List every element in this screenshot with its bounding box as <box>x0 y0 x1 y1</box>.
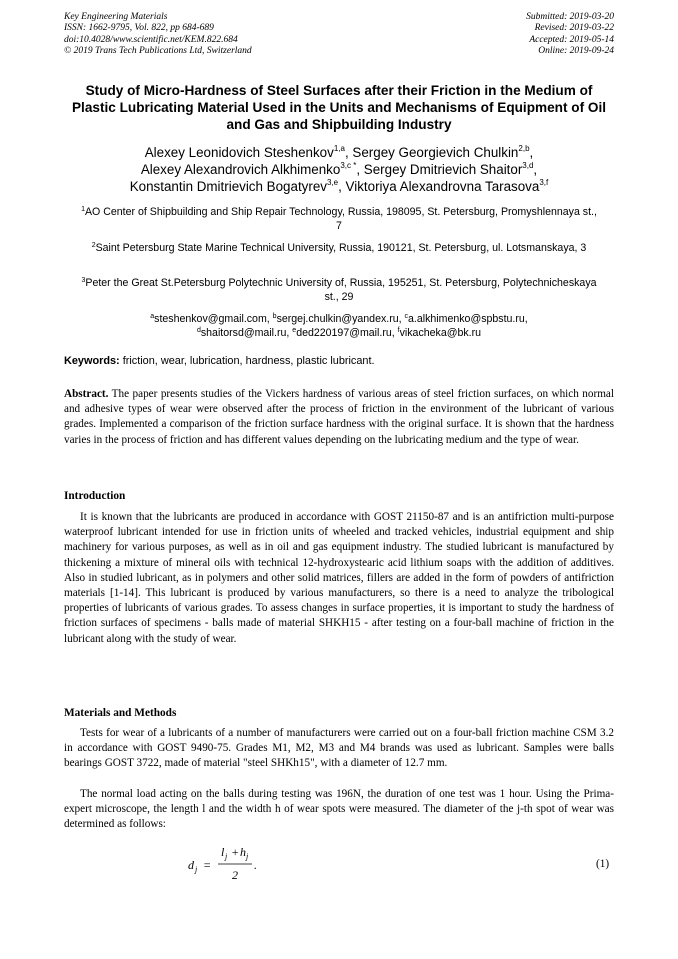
eq-num-h: h <box>240 845 246 859</box>
journal-name: Key Engineering Materials <box>64 12 168 22</box>
abstract-label: Abstract. <box>64 388 109 400</box>
journal-doi: doi:10.4028/www.scientific.net/KEM.822.684 <box>64 34 238 45</box>
email: $^c$a.alkhimenko@spbstu.ru, <box>404 313 528 325</box>
abstract-text: The paper presents studies of the Vickers hardness of various areas of steel friction surfaces, on which normal and adhesive types of wear were observed after the process of friction in the environment of the lubricant of various grades. Implemented a comparison of the friction surface hardness with the original surface. It is shown that the hardness varies in the process of friction and has different values depending on the lubricating medium and the type of wear. <box>64 388 614 446</box>
journal-info <box>64 12 252 57</box>
author-emails <box>80 312 598 340</box>
author: Sergey Georgievich Chulkin$^{2,b}$, <box>352 144 534 160</box>
submitted-date: Submitted: 2019-03-20 <box>526 12 614 22</box>
equation-1 <box>188 844 308 886</box>
eq-lhs: d <box>188 858 194 872</box>
eq-num-l: l <box>221 845 225 859</box>
paper-title: Study of Micro-Hardness of Steel Surfaces after their Friction in the Medium of Plastic Lubricating Material Used in the Units and Mechanisms of Equipment of Oil and Gas and Shipbuilding Industry <box>71 83 606 133</box>
author-list <box>40 144 638 196</box>
author: Alexey Leonidovich Steshenkov$^{1,a}$, <box>144 144 353 160</box>
journal-issn: ISSN: 1662-9795, Vol. 822, pp 684-689 <box>64 23 214 34</box>
journal-copyright: © 2019 Trans Tech Publications Ltd, Switzerland <box>64 45 252 56</box>
email: $^b$sergej.chulkin@yandex.ru, <box>272 313 405 325</box>
affiliation: $^3$Peter the Great St.Petersburg Polytechnic University of, Russia, 195251, St. Petersburg, Polytechnicheskaya st., 29 <box>81 277 597 304</box>
author: Viktoriya Alexandrovna Tarasova$^{3,f}$ <box>345 178 549 195</box>
keywords-label: Keywords: <box>64 355 120 367</box>
author: Konstantin Dmitrievich Bogatyrev$^{3,e}$, <box>129 178 346 195</box>
author: Alexey Alexandrovich Alkhimenko$^{3,c *}$, <box>140 161 364 178</box>
email: $^f$vikacheka@bk.ru <box>397 327 482 340</box>
eq-num-l-sub: j <box>225 852 228 861</box>
affiliation: $^1$AO Center of Shipbuilding and Ship Repair Technology, Russia, 198095, St. Petersburg, Promyshlennaya st., 7 <box>81 206 597 233</box>
author: Sergey Dmitrievich Shaitor$^{3,d}$, <box>363 161 538 178</box>
equation-graphic <box>188 844 308 886</box>
online-date: Online: 2019-09-24 <box>538 45 614 56</box>
eq-num-h-sub: j <box>246 852 249 861</box>
email: $^a$steshenkov@gmail.com, <box>150 313 273 325</box>
publication-dates <box>526 12 614 57</box>
eq-equals: = <box>203 858 212 872</box>
email: $^e$ded220197@mail.ru, <box>292 327 398 340</box>
keywords-text: friction, wear, lubrication, hardness, plastic lubricant. <box>119 355 375 367</box>
email: $^d$shaitorsd@mail.ru, <box>196 327 293 340</box>
eq-plus: + <box>231 845 240 859</box>
introduction-heading: Introduction <box>64 490 126 502</box>
keywords <box>64 354 614 368</box>
methods-paragraph: The normal load acting on the balls during testing was 196N, the duration of one test was 1 hour. Using the Prima-expert microscope, the length l and the width h of wear spots were measured. The diameter of the j-th spot of wear was determined as follows: <box>64 788 614 831</box>
eq-denominator: 2 <box>232 868 238 882</box>
eq-lhs-sub: j <box>195 865 198 874</box>
methods-paragraph: Tests for wear of a lubricants of a number of manufacturers were carried out on a four-ball friction machine CSM 3.2 in accordance with GOST 9490-75. Grades M1, M2, M3 and M4 brands was used as lubricant. Samples were balls bearings GOST 3722, made of material "steel SHKh15", with a diameter of 12.7 mm. <box>64 727 614 770</box>
accepted-date: Accepted: 2019-05-14 <box>529 34 614 45</box>
abstract <box>64 387 614 448</box>
eq-period: . <box>254 858 257 872</box>
introduction-paragraph: It is known that the lubricants are produced in accordance with GOST 21150-87 and is an antifriction multi-purpose waterproof lubricant intended for use in friction units of wheeled and tracked vehicles, industrial equipment and ship machinery for various purposes, as well as in oil and gas equipment industry. The studied lubricant is manufactured by thickening a mixture of mineral oils with technical 12-hydroxystearic acid lithium soaps with the addition of additives. Also in studied lubricant, as in polymers and other solid matrices, fillers are added in the form of powders of antifriction materials [1-14]. This lubricant is produced by various manufacturers, so there is a need to analyze the tribological properties of lubricants of various grades. To assess changes in surface properties, it is important to study the hardness of friction surfaces of specimens - balls made of material SHKH15 - after testing on a four-ball machine of friction in the lubricant along with the study of wear. <box>64 511 614 645</box>
revised-date: Revised: 2019-03-22 <box>534 23 614 34</box>
affiliation: $^2$Saint Petersburg State Marine Technical University, Russia, 190121, St. Petersburg, ul. Lotsmanskaya, 3 <box>91 242 587 254</box>
equation-number: (1) <box>596 858 610 870</box>
methods-heading: Materials and Methods <box>64 707 177 719</box>
